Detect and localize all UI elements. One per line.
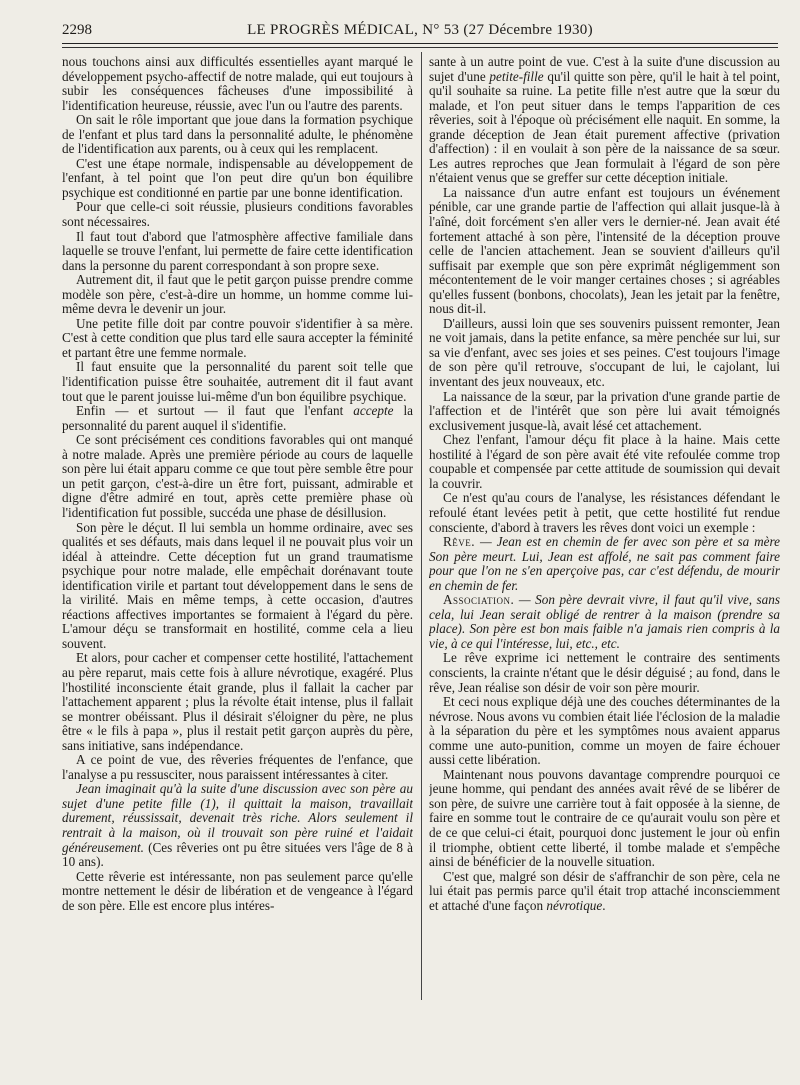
header-rule-thin — [62, 47, 778, 48]
text-run: Enfin — et surtout — il faut que l'enfant — [76, 403, 354, 419]
association-text: — Son père devrait vivre, il faut qu'il vive, sans cela, lui Jean serait obligé de rentrer à la maison (prendre sa place). Son père est bon mais faible n'a jamais rien compris à la vie, à ce qui l'intéresse, lui, etc., etc. — [429, 592, 780, 651]
paragraph: D'ailleurs, aussi loin que ses souvenirs puissent remonter, Jean ne voit jamais, dans la petite enfance, sa mère penchée sur lui, sur sa vie d'enfant, avec ses joies et ses peines. C'est toujours l'image de son père qu'il retrouve, s'occupant de lui, le cajolant, lui inventant des jeux nouveaux, etc. — [429, 315, 780, 390]
paragraph: Cette rêverie est intéressante, non pas seulement parce qu'elle montre nettement le désir de libération et de vengeance à l'égard de son père. Elle est encore plus intéres- — [62, 868, 413, 913]
paragraph: Autrement dit, il faut que le petit garçon puisse prendre comme modèle son père, c'est-à-dire un homme, un homme comme lui-même devra le devenir un jour. — [62, 272, 413, 317]
paragraph — [62, 782, 413, 869]
paragraph: nous touchons ainsi aux difficultés essentielles ayant marqué le développement psycho-affectif de notre malade, qui eut toujours à subir les conséquences fâcheuses d'une impossibilité à l'identification heureuse, réussie, avec l'un ou l'autre des parents. — [62, 55, 413, 113]
paragraph: Maintenant nous pouvons davantage comprendre pourquoi ce jeune homme, qui pendant des années avait rêvé de se libérer de son père, de suivre une carrière tout à fait opposée à la sienne, de faire en somme tout le contraire de ce qu'aurait voulu son père et de ce que celui-ci était, pourquoi donc justement le jour où enfin il triomphe, obtient cette liberté, il tombe malade et s'empêche ainsi de bénéficier de la nouvelle situation. — [429, 766, 780, 870]
running-title: LE PROGRÈS MÉDICAL, N° 53 (27 Décembre 1930) — [247, 22, 593, 38]
paragraph — [429, 55, 780, 186]
paragraph: C'est une étape normale, indispensable au développement de l'enfant, à tel point que l'on peut dire qu'un bon équilibre psychique est conditionné en partie par une bonne identification. — [62, 155, 413, 200]
paragraph: Ce sont précisément ces conditions favorables qui ont manqué à notre malade. Après une première période au cours de laquelle son père lui était apparu comme ce que tout père semble être pour un petit garçon, c'est-à-dire un être fort, puissant, admirable et digne d'être admiré en tout, après cette première phase où l'identification fut possible, succéda une phase de désillusion. — [62, 432, 413, 520]
paragraph — [62, 404, 413, 433]
dream-text: — Jean est en chemin de fer avec son père et sa mère Son père meurt. Lui, Jean est affolé, ne sait pas comment faire pour que l'on ne s'en aperçoive pas, car c'est défendu, de mourir en chemin de fer. — [429, 534, 780, 593]
dream-paragraph — [429, 535, 780, 593]
paragraph: Ce n'est qu'au cours de l'analyse, les résistances défendant le refoulé étant levées petit à petit, que cette hostilité fut rendue consciente, d'abord à travers les rêves dont voici un exemple : — [429, 490, 780, 535]
paragraph: Le rêve exprime ici nettement le contraire des sentiments conscients, la crainte n'étant que le désir déguisé ; au fond, dans le rêve, Jean réalise son désir de voir son père mourir. — [429, 650, 780, 695]
paragraph: Pour que celle-ci soit réussie, plusieurs conditions favorables sont nécessaires. — [62, 199, 413, 230]
italic-run: névrotique — [546, 897, 603, 913]
paragraph: Et ceci nous explique déjà une des couches déterminantes de la névrose. Nous avons vu combien était liée l'éclosion de la maladie à la séparation du père et les symptômes nous avaient apparus comme une auto-punition, comme un moyen de faire échouer aussi cette libération. — [429, 694, 780, 768]
paragraph: Chez l'enfant, l'amour déçu fit place à la haine. Mais cette hostilité à l'égard de son père avait été vite refoulée comme trop coupable et compensée par cette attitude de soumission qui devait la couvrir. — [429, 432, 780, 491]
association-paragraph — [429, 593, 780, 651]
dream-label: Rêve. — [443, 534, 476, 550]
text-run: (Ces rêveries ont pu être situées vers l'âge de 8 à 10 ans). — [62, 839, 413, 870]
column-divider — [421, 52, 422, 1000]
association-label: Association. — [443, 592, 515, 608]
italic-run: accepte — [353, 403, 394, 419]
italic-run: Jean imaginait qu'à la suite d'une discussion avec son père au sujet d'une petite fille (1), il quittait la maison, travaillait durement, réussissait, devenait très riche. Alors seulement il rentrait à la maison, où il trouvait son père ruiné et l'aidait généreusement. — [62, 781, 413, 855]
page-header — [62, 18, 778, 40]
text-run: la personnalité du parent auquel il s'identifie. — [62, 403, 413, 433]
left-column — [62, 55, 413, 1005]
paragraph — [429, 870, 780, 914]
paragraph: La naissance d'un autre enfant est toujours un événement pénible, car une grande partie de l'affection qui allait jusque-là à l'aîné, doit forcément s'en aller vers le dernier-né. Jean avait été fortement attaché à son père, l'intensité de la déception prouve celle de l'ancien attachement. Jean se souvient d'ailleurs qu'il suffisait par exemple que son père exprimât négligemment son mécontentement de le voir manger certaines choses ; si agréables qu'elles fussent (bonbons, chocolats), Jean les jetait par la fenêtre, nous dit-il. — [429, 184, 780, 317]
text-run: sante à un autre point de vue. C'est à la suite d'une discussion au sujet d'une — [429, 55, 780, 84]
right-column — [429, 55, 780, 1005]
text-run: C'est que, malgré son désir de s'affranchir de son père, cela ne lui était pas permis parce qu'il était trop attaché inconsciemment et attaché d'une façon — [429, 868, 780, 913]
paragraph: Il faut tout d'abord que l'atmosphère affective familiale dans laquelle se trouve l'enfant, lui permette de faire cette identification dans la personne du parent correspondant à son propre sexe. — [62, 228, 413, 273]
text-run: qu'il quitte son père, qu'il le hait à tel point, qu'il souhaite sa ruine. La petite fille n'est autre que la sœur du malade, et l'on peut situer dans le temps l'apparition de ces rêveries, soit à l'époque où précisément elle naquit. En somme, la grande déception de Jean était purement affective (privation d'affection) : il en voulait à son père de la naissance de sa sœur. Les autres reproches que Jean formulait à l'égard de son père n'étaient venus que se greffer sur cette déception initiale. — [429, 68, 780, 186]
italic-run: petite-fille — [489, 68, 544, 84]
header-rule-thick — [62, 43, 778, 44]
paragraph: On sait le rôle important que joue dans la formation psychique de l'enfant et plus tard dans la personnalité adulte, le phénomène de l'identification aux parents, ou à ceux qui les remplacent. — [62, 112, 413, 157]
paragraph: Une petite fille doit par contre pouvoir s'identifier à sa mère. C'est à cette condition que plus tard elle saura accepter la féminité et partant être une femme normale. — [62, 315, 413, 360]
paragraph: A ce point de vue, des rêveries fréquentes de l'enfance, que l'analyse a pu ressusciter, nous paraissent intéressantes à citer. — [62, 752, 413, 782]
paragraph: Son père le déçut. Il lui sembla un homme ordinaire, avec ses qualités et ses défauts, mais dans lequel il ne pouvait plus voir un idéal à atteindre. Cette déception fut un grand traumatisme psychique pour notre malade, elle empêchait dorénavant toute identification virile et partant tout développement dans le sens de la virilité. Mais en même temps, à cette occasion, d'autres réactions affectives importantes se formaient à l'égard du père. L'amour déçu se transformait en hostilité, comme cela a lieu souvent. — [62, 519, 413, 651]
paragraph: Il faut ensuite que la personnalité du parent soit telle que l'identification puisse être souhaitée, autrement dit il faut avant tout que le parent jouisse lui-même d'un bon équilibre psychique. — [62, 359, 413, 404]
text-run: . — [602, 897, 606, 913]
paragraph: La naissance de la sœur, par la privation d'une grande partie de l'affection et de l'intérêt que son père lui avait témoignés exclusivement jusque-là, avait lésé cet attachement. — [429, 388, 780, 433]
page-number: 2298 — [62, 22, 92, 38]
paragraph: Et alors, pour cacher et compenser cette hostilité, l'attachement au père reparut, mais cette fois à allure névrotique, exagéré. Plus l'hostilité inconsciente était grande, plus il fallait la cacher par l'attachement apparent ; plus la révolte était intense, plus il fallait se montrer obéissant. Plus il désirait s'éloigner du père, ne plus être « le fils à papa », plus il restait petit garçon auprès du père, sans initiative, sans indépendance. — [62, 650, 413, 753]
